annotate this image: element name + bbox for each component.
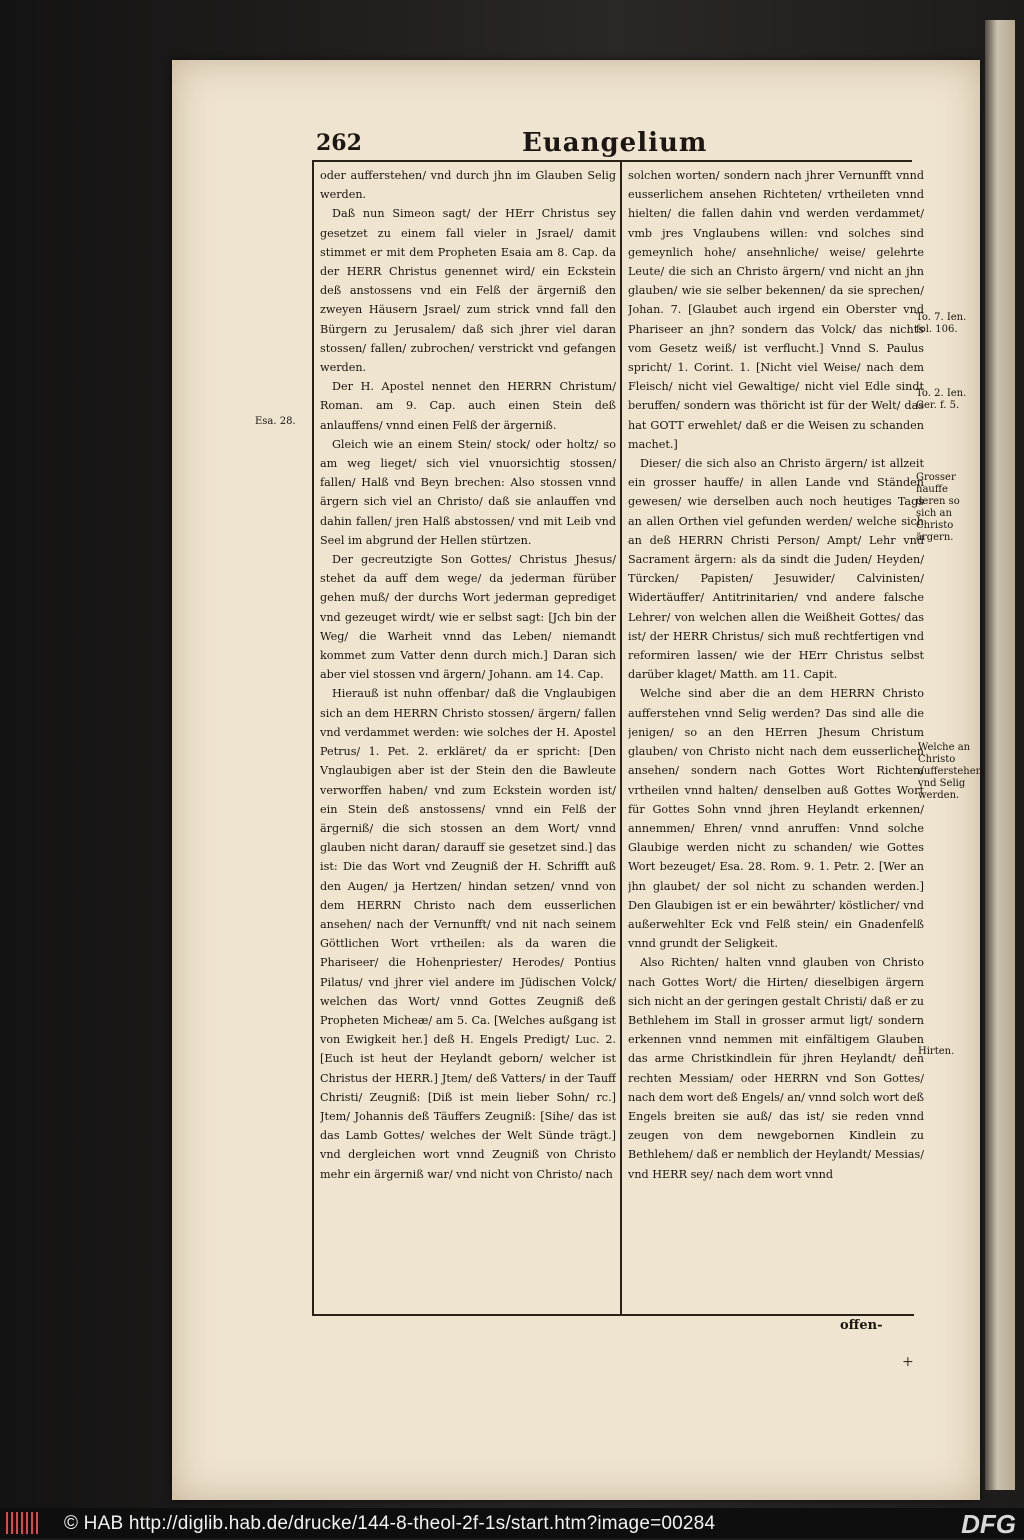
page-number: 262 [316,130,362,156]
right-column [628,166,924,1306]
text-frame [312,162,924,1316]
column-divider [620,162,622,1314]
catchword: offen- [840,1318,883,1333]
paragraph: oder aufferstehen/ vnd durch jhn im Glauben Selig werden. [320,169,616,202]
margin-note-welche: Welche an Christo aufferstehen vnd Selig werden. [918,742,983,801]
left-column [320,166,616,1306]
margin-note-to7: To. 7. Ien. fol. 106. [916,312,967,335]
signature-mark: + [902,1354,914,1370]
footer-credit-link[interactable]: © HAB http://diglib.hab.de/drucke/144-8-theol-2f-1s/start.htm?image=00284 [64,1513,716,1534]
page-header [312,126,912,162]
paragraph: Gleich wie an einem Stein/ stock/ oder holtz/ so am weg lieget/ sich viel vnuorsichtig stossen/ fallen/ Halß vnd Beyn brechen: Also stossen vnnd ärgern sich viel an Christo/ daß sie anlauffen vnd dahin fallen/ jren Halß abstossen/ vnd mit Leib vnd Seel im abgrund der Hellen stürtzen. [320,437,616,547]
paragraph: Der gecreutzigte Son Gottes/ Christus Jhesus/ stehet da auff dem wege/ da jederman fürüber gehen muß/ der durchs Wort jederman geprediget vnd gezeuget wirdt/ wie er selbst sagt: [Jch bin der Weg/ die Warheit vnnd das Leben/ niemandt kommet zum Vatter denn durch mich.] Daran sich aber viel stossen vnd ärgern/ Johann. am 14. Cap. [320,553,616,682]
paragraph: Der H. Apostel nennet den HERRN Christum/ Roman. am 9. Cap. auch einen Stein deß anlauffens/ vnnd einen Felß der ärgerniß. [320,380,616,432]
paragraph: Also Richten/ halten vnnd glauben von Christo nach Gottes Wort/ die Hirten/ dieselbigen ärgern sich nicht an der geringen gestalt Christi/ daß er zu Bethlehem im Stall in grosser armut ligt/ sondern erkennen vnnd nemmen mit einfältigem Glauben das arme Christkindlein für jhren Heylandt/ den rechten Messiam/ oder HERRN vnd Son Gottes/ nach dem wort deß Engels/ an/ vnnd solch wort deß Engels breiten sie auß/ das ist/ sie reden vnnd zeugen von dem newgebornen Kindlein zu Bethlehem/ daß er nemblich der Heylandt/ Messias/ vnd HERR sey/ nach dem wort vnnd [628,956,924,1181]
margin-note-esa: Esa. 28. [255,416,296,427]
next-page-edge [985,20,1015,1490]
paragraph: Daß nun Simeon sagt/ der HErr Christus sey gesetzet zu einem fall vieler in Jsrael/ damit stimmet er mit dem Propheten Esaia am 8. Cap. da der HERR Christus genennet wird/ ein Eckstein deß anstossens vnd ein Felß der ärgerniß den zweyen Häusern Jsrael/ zum strick vnnd fall den Bürgern zu Jerusalem/ daß sich jhrer viel daran stossen/ fallen/ zubrochen/ verstrickt vnd gefangen werden. [320,207,616,375]
dfg-logo: DFG [961,1509,1016,1539]
margin-note-to2: To. 2. Ien. Ger. f. 5. [916,388,967,411]
footer-bar [0,1508,1024,1538]
paragraph: Hierauß ist nuhn offenbar/ daß die Vnglaubigen sich an dem HERRN Christo stossen/ ärgern/ fallen vnd verdammet werden: wie solches der H. Apostel Petrus/ 1. Pet. 2. erkläret/ da er spricht: [Den Vnglaubigen aber ist der Stein den die Bawleute verworffen haben/ vnd zum Eckstein worden ist/ ein Stein deß anstossens/ vnnd ein Felß der ärgerniß/ die sich stossen an dem Wort/ vnnd glauben nicht daran/ darauff sie gesetzet sind.] das ist: Die das Wort vnd Zeugniß der H. Schrifft auß den Augen/ ja Hertzen/ hindan setzen/ vnnd von dem HERRN Christo nach dem eusserlichen ansehen/ nach der Vernunfft/ vnd nit nach seinem Göttlichen Wort vrtheilen: als da waren die Phariseer/ die Hohenpriester/ Herodes/ Pontius Pilatus/ vnd jhrer viel andere im Jüdischen Volck/ welchen das Wort/ vnnd Gottes Zeugniß deß Propheten Micheæ/ am 5. Ca. [Welches außgang ist von Ewigkeit her.] deß H. Engels Predigt/ Luc. 2. [Euch ist heut der Heylandt geborn/ welcher ist Christus der HERR.] Jtem/ deß Vatters/ in der Tauff Christi/ Zeugniß: [Diß ist mein lieber Sohn/ rc.] Jtem/ Johannis deß Täuffers Zeugniß: [Sihe/ das ist das Lamb Gottes/ welches der Welt Sünde trägt.] vnd dergleichen wort vnnd Zeugniß von Christo mehr ein ärgerniß war/ vnd nicht von Christo/ nach [320,687,616,1181]
margin-note-grosser: Grosser hauffe deren so sich an Christo ärgern. [916,472,960,543]
margin-note-hirten: Hirten. [918,1046,955,1057]
paragraph: solchen worten/ sondern nach jhrer Vernunfft vnnd eusserlichem ansehen Richteten/ vrtheileten vnnd hielten/ die fallen dahin vnd werden verdammet/ vmb jres Vnglaubens willen: vnd solches sind gemeynlich hohe/ ansehnliche/ weise/ gelehrte Leute/ die sich an Christo ärgern/ vnd nicht an jhn glauben/ wie sie selber bekennen/ da sie sprechen/ Johan. 7. [Glaubet auch irgend ein Oberster vnd Phariseer an jhn? sondern das Volck/ das nichts vom Gesetz weiß/ ist verflucht.] Vnnd S. Paulus spricht/ 1. Corint. 1. [Nicht viel Weise/ nach dem Fleisch/ nicht viel Gewaltige/ nicht viel Edle sindt beruffen/ sondern was thöricht ist für der Welt/ das hat GOTT erwehlet/ daß er die Weisen zu schanden machet.] [628,169,924,451]
paragraph: Dieser/ die sich also an Christo ärgern/ ist allzeit ein grosser hauffe/ in allen Lande vnd Ständen gewesen/ wie derselben auch noch heutiges Tags an allen Orthen viel gefunden werden/ welche sich an deß HERRN Christi Person/ Ampt/ Lehr vnd Sacrament ärgern: als da sindt die Juden/ Heyden/ Türcken/ Papisten/ Jesuwider/ Calvinisten/ Widertäuffer/ Antitrinitarien/ vnd andere falsche Lehrer/ von welchen allen die Weißheit Gottes/ das ist/ der HERR Christus/ sich muß rechtfertigen vnd reformiren lassen/ wie der HErr Christus selbst darüber klaget/ Matth. am 11. Capit. [628,457,924,682]
paragraph: Welche sind aber die an dem HERRN Christo aufferstehen vnnd Selig werden? Das sind alle die jenigen/ so an den HErren Jhesum Christum glauben/ von Christo nicht nach dem eusserlichen ansehen/ sondern nach Gottes Wort Richten/ vrtheilen vnnd halten/ denselben auß Gottes Wort für Gottes Sohn vnnd jhren Heylandt erkennen/ annemmen/ Ehren/ vnnd anruffen: Vnnd solche Glaubige werden nicht zu schanden/ wie Gottes Wort bezeuget/ Esa. 28. Rom. 9. 1. Petr. 2. [Wer an jhn glaubet/ der sol nicht zu schanden werden.] Den Glaubigen ist er ein bewährter/ köstlicher/ vnd außerwehlter Eck vnd Felß stein/ ein Gnadenfelß vnnd grundt der Seligkeit. [628,687,924,951]
running-title: Euangelium [522,128,708,158]
barcode-icon [6,1512,40,1534]
